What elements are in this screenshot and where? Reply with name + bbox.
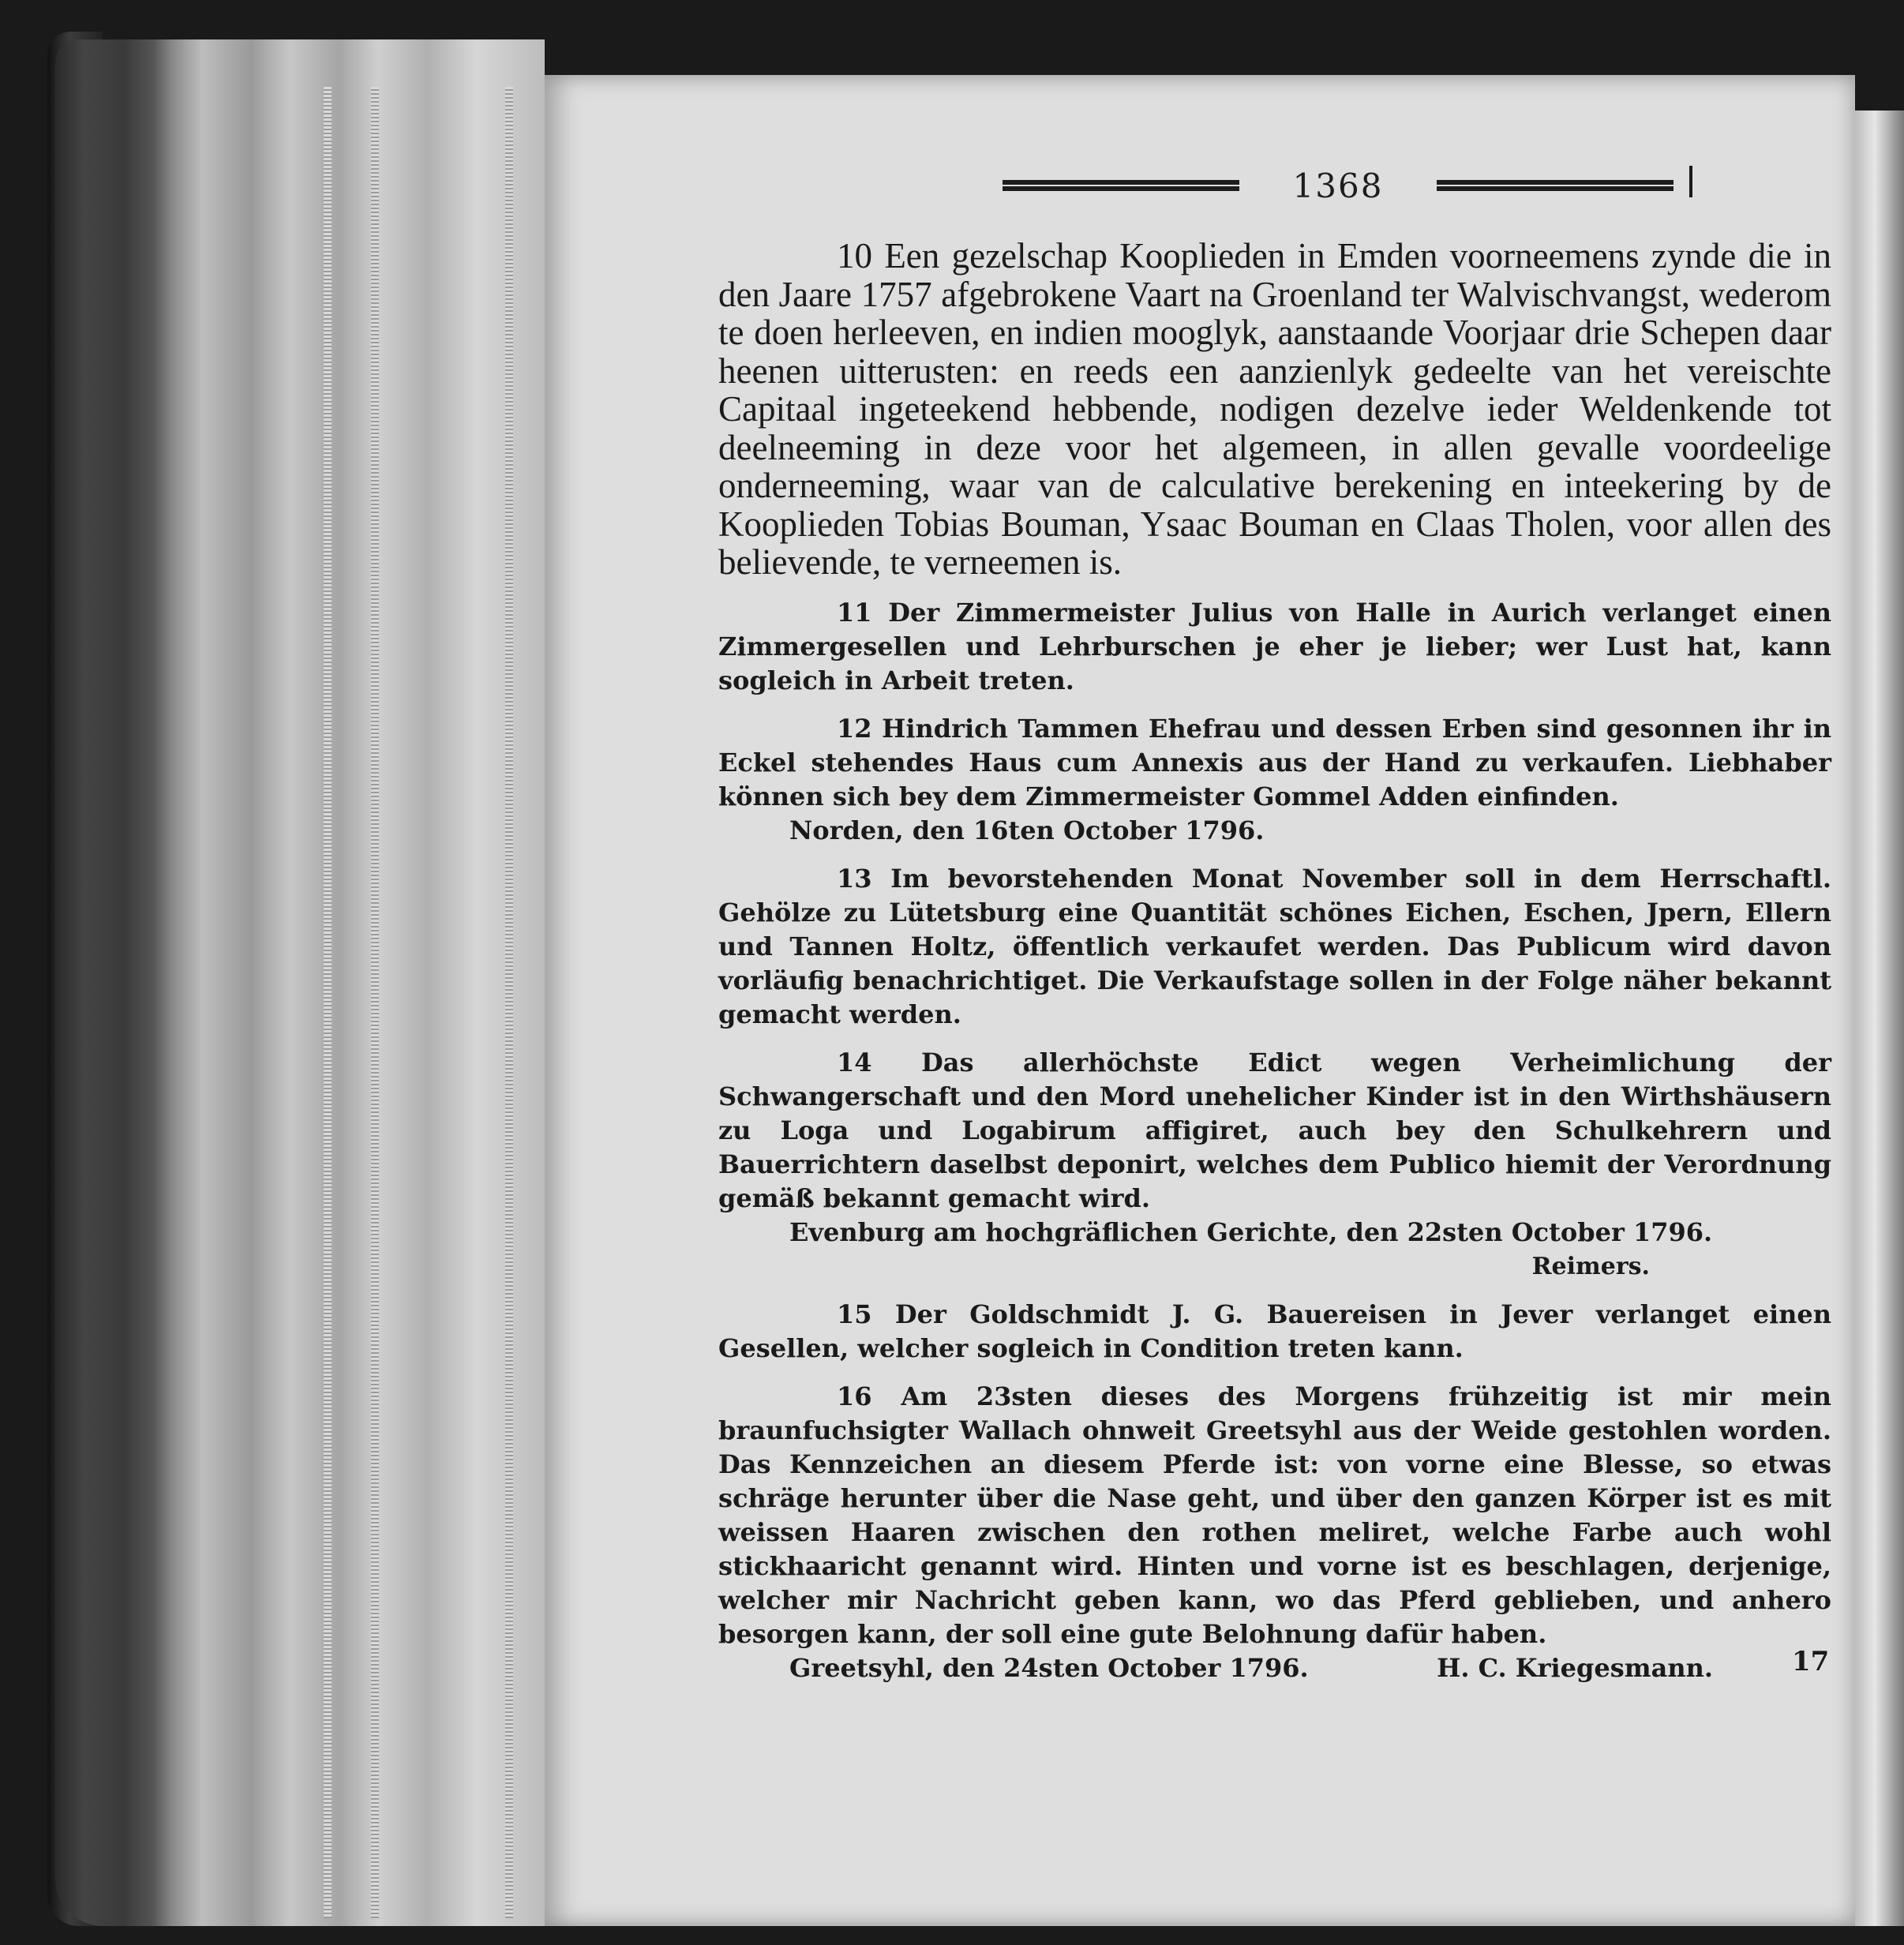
notice-16-dateline: Greetsyhl, den 24sten October 1796. [789, 1652, 1309, 1683]
notice-16-footer [718, 1651, 1831, 1685]
page-edge-strip [324, 87, 332, 1918]
notice-13: 13 Im bevorstehenden Monat November soll in dem Herrschaftl. Gehölze zu Lütetsburg eine Quantität schönes Eichen, Eschen, Jpern, Ellern und Tannen Holtz, öffentlich verkaufet werden. Das Publicum wird davon vorläufig benachrichtiget. Die Verkaufstage sollen in der Folge näher bekannt gemacht werden. [718, 863, 1831, 1029]
notice-14-signature: Reimers. [1531, 1252, 1650, 1280]
running-head [1003, 162, 1673, 209]
notice-10: 10 Een gezelschap Kooplieden in Emden voorneemens zynde die in den Jaare 1757 afgebrokene Vaart na Groenland ter Walvischvangst, wederom te doen herleeven, en indien mooglyk, aanstaande Voorjaar drie Schepen daar heenen uitterusten: en reeds een aanzienlyk gedeelte van het vereischte Capitaal ingeteekend hebbende, nodigen dezelve ieder Weldenkende tot deelneeming in deze voor het algemeen, in allen gevalle voordeelige onderneeming, waar van de calculative berekening en inteekering by de Kooplieden Tobias Bouman, Ysaac Bouman en Claas Tholen, voor allen des believende, te verneemen is. [718, 236, 1831, 582]
page-text [718, 237, 1831, 1685]
signature-mark: 17 [1792, 1646, 1830, 1677]
notice-12: 12 Hindrich Tammen Ehefrau und dessen Erben sind gesonnen ihr in Eckel stehendes Haus cum Annexis aus der Hand zu verkaufen. Liebhaber können sich bey dem Zimmermeister Gommel Adden einfinden. [718, 713, 1831, 811]
notice-14: 14 Das allerhöchste Edict wegen Verheimlichung der Schwangerschaft und den Mord unehelicher Kinder ist in den Wirthshäusern zu Loga und Logabirum affigiret, auch bey den Schulkehrern und Bauerrichtern daselbst deponirt, welches dem Publico hiemit der Verordnung gemäß bekannt gemacht wird. [718, 1047, 1831, 1213]
header-rule-right [1437, 180, 1673, 191]
page-edge-strip [505, 87, 513, 1918]
page-edge-strip [371, 87, 379, 1918]
notice-11: 11 Der Zimmermeister Julius von Halle in Aurich verlanget einen Zimmergesellen und Lehrburschen je eher je lieber; wer Lust hat, kann sogleich in Arbeit treten. [718, 597, 1831, 695]
notice-15: 15 Der Goldschmidt J. G. Bauereisen in Jever verlanget einen Gesellen, welcher sogleich in Condition treten kann. [718, 1299, 1831, 1363]
book-page-edges [55, 39, 545, 1926]
notice-14-dateline: Evenburg am hochgräflichen Gerichte, den 22sten October 1796. [789, 1216, 1713, 1247]
right-page-edge [1855, 111, 1904, 1926]
notice-16: 16 Am 23sten dieses des Morgens frühzeitig ist mir mein braunfuchsigter Wallach ohnweit Greetsyhl aus der Weide gestohlen worden. Das Kennzeichen an diesem Pferde ist: von vorne eine Blesse, so etwas schräge herunter über die Nase geht, und über den ganzen Körper ist es mit weissen Haaren zwischen den rothen meliret, welche Farbe auch wohl stickhaaricht genannt wird. Hinten und vorne ist es beschlagen, derjenige, welcher mir Nachricht geben kann, wo das Pferd geblieben, und anhero besorgen kann, der soll eine gute Belohnung dafür haben. [718, 1381, 1831, 1649]
header-tick-mark [1689, 166, 1692, 197]
notice-12-dateline: Norden, den 16ten October 1796. [789, 815, 1265, 845]
notice-16-signature: H. C. Kriegesmann. [1437, 1652, 1713, 1683]
page-number: 1368 [1292, 166, 1384, 205]
header-rule-left [1003, 180, 1239, 191]
